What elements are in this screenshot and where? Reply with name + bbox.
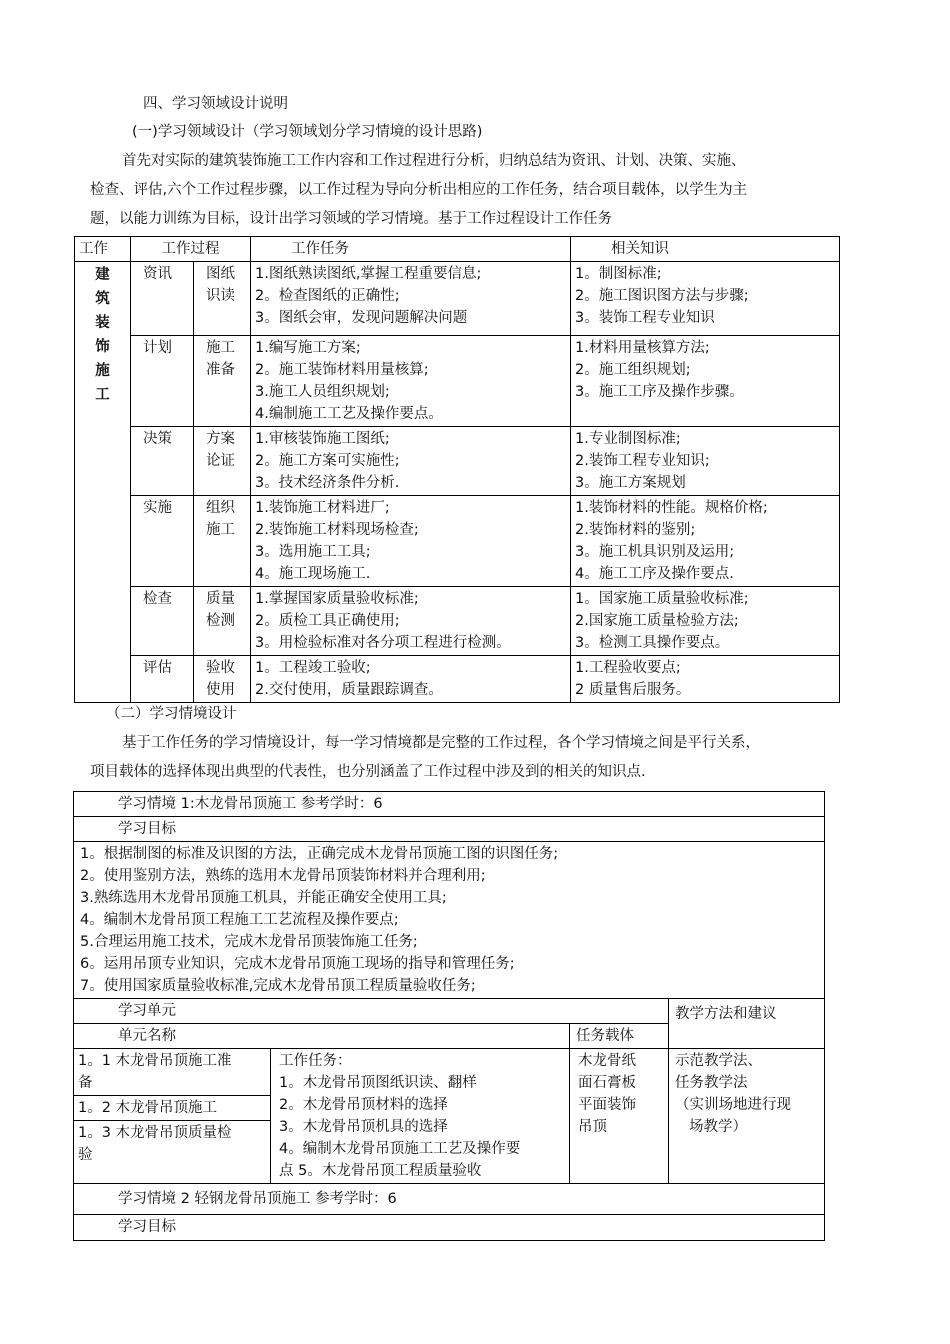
table-header-row bbox=[75, 237, 840, 262]
list-item: 7。使用国家质量验收标准,完成木龙骨吊顶工程质量验收任务; bbox=[80, 978, 476, 994]
step-cell: 计划 bbox=[131, 336, 194, 427]
goal-label-2-row bbox=[74, 1215, 825, 1241]
list-item: 1。2 木龙骨吊顶施工 bbox=[74, 1096, 270, 1121]
header-work: 工作 bbox=[75, 237, 131, 262]
method-cell: 示范教学法、 任务教学法 （实训场地进行现 场教学） bbox=[669, 1049, 825, 1184]
header-knowledge: 相关知识 bbox=[571, 237, 840, 262]
knowledge-cell: 1。制图标准; 2。施工图识图方法与步骤; 3。装饰工程专业知识 bbox=[571, 262, 840, 336]
knowledge-cell: 1.专业制图标准; 2.装饰工程专业知识; 3。施工方案规划 bbox=[571, 427, 840, 496]
paragraph-2-line-2: 项目载体的选择体现出典型的代表性，也分别涵盖了工作过程中涉及到的相关的知识点. bbox=[90, 764, 646, 780]
step-cell: 检查 bbox=[131, 587, 194, 656]
substep-cell: 验收 使用 bbox=[194, 656, 251, 703]
carrier-cell: 木龙骨纸 面石膏板 平面装饰 吊顶 bbox=[570, 1049, 669, 1184]
substep-cell: 图纸 识读 bbox=[194, 262, 251, 336]
list-item: 6。运用吊顶专业知识，完成木龙骨吊顶施工现场的指导和管理任务; bbox=[80, 956, 515, 972]
work-name-cell: 建 筑 装 饰 施 工 bbox=[75, 262, 131, 703]
paragraph-1-line-2: 检查、评估,六个工作过程步骤，以工作过程为导向分析出相应的工作任务，结合项目载体，以学生为主 bbox=[90, 182, 748, 198]
goal-label-row bbox=[74, 817, 825, 842]
task-cell: 1.审核装饰施工图纸; 2。施工方案可实施性; 3。技术经济条件分析. bbox=[251, 427, 571, 496]
substep-cell: 方案 论证 bbox=[194, 427, 251, 496]
list-item: 1。3 木龙骨吊顶质量检 验 bbox=[78, 1125, 232, 1163]
knowledge-cell: 1。国家施工质量验收标准; 2.国家施工质量检验方法; 3。检测工具操作要点。 bbox=[571, 587, 840, 656]
situation-1-title: 学习情境 1:木龙骨吊顶施工 参考学时：6 bbox=[74, 792, 825, 817]
work-task-table bbox=[74, 236, 840, 703]
header-task: 工作任务 bbox=[251, 237, 571, 262]
task-cell: 1.掌握国家质量验收标准; 2。质检工具正确使用; 3。用检验标准对各分项工程进行检测。 bbox=[251, 587, 571, 656]
paragraph-2-line-1: 基于工作任务的学习情境设计，每一学习情境都是完整的工作过程，各个学习情境之间是平行关系， bbox=[122, 735, 760, 751]
task-cell: 1.编写施工方案; 2。施工装饰材料用量核算; 3.施工人员组织规划; 4.编制施工工艺及操作要点。 bbox=[251, 336, 571, 427]
list-item: 4。编制木龙骨吊顶工程施工工艺流程及操作要点; bbox=[80, 912, 399, 928]
list-item: 1。根据制图的标准及识图的方法，正确完成木龙骨吊顶施工图的识图任务; bbox=[80, 846, 559, 862]
learning-situation-table bbox=[73, 791, 825, 1241]
task-cell: 1.装饰施工材料进厂; 2.装饰施工材料现场检查; 3。选用施工工具; 4。施工现场施工. bbox=[251, 496, 571, 587]
table-row bbox=[75, 336, 840, 427]
goals-list bbox=[74, 842, 825, 999]
task-cell: 1。工程竣工验收; 2.交付使用，质量跟踪调查。 bbox=[251, 656, 571, 703]
substep-cell: 组织 施工 bbox=[194, 496, 251, 587]
substep-cell: 施工 准备 bbox=[194, 336, 251, 427]
situation-2-title: 学习情境 2 轻钢龙骨吊顶施工 参考学时：6 bbox=[74, 1184, 825, 1215]
goals-row bbox=[74, 842, 825, 999]
task-cell: 1.图纸熟读图纸,掌握工程重要信息; 2。检查图纸的正确性; 3。图纸会审，发现问题解决问题 bbox=[251, 262, 571, 336]
list-item: 5.合理运用施工技术，完成木龙骨吊顶装饰施工任务; bbox=[80, 934, 418, 950]
method-label: 教学方法和建议 bbox=[669, 999, 825, 1049]
paragraph-1-line-1: 首先对实际的建筑装饰施工工作内容和工作过程进行分析，归纳总结为资讯、计划、决策、实施、 bbox=[122, 153, 746, 169]
paragraph-1-line-3: 题，以能力训练为目标，设计出学习领域的学习情境。基于工作过程设计工作任务 bbox=[90, 211, 612, 227]
unit-label: 学习单元 bbox=[74, 999, 669, 1024]
carrier-label: 任务载体 bbox=[570, 1024, 669, 1049]
table-row bbox=[75, 656, 840, 703]
subsection-title-1: (一)学习领域设计（学习领域划分学习情境的设计思路) bbox=[132, 124, 483, 140]
knowledge-cell: 1.材料用量核算方法; 2。施工组织规划; 3。施工工序及操作步骤。 bbox=[571, 336, 840, 427]
situation-1-row bbox=[74, 792, 825, 817]
list-item: 1。1 木龙骨吊顶施工准 备 bbox=[74, 1049, 270, 1096]
unit-names-cell bbox=[74, 1049, 271, 1184]
header-process: 工作过程 bbox=[131, 237, 251, 262]
knowledge-cell: 1.装饰材料的性能。规格价格; 2.装饰材料的鉴别; 3。施工机具识别及运用; 4。施工工序及操作要点. bbox=[571, 496, 840, 587]
knowledge-cell: 1.工程验收要点; 2 质量售后服务。 bbox=[571, 656, 840, 703]
subsection-title-2: （二）学习情境设计 bbox=[106, 706, 237, 722]
table-row bbox=[75, 496, 840, 587]
goal-label-2: 学习目标 bbox=[74, 1215, 825, 1241]
goal-label: 学习目标 bbox=[74, 817, 825, 842]
table-row bbox=[75, 262, 840, 336]
unit-label-row bbox=[74, 999, 825, 1024]
unit-content-row bbox=[74, 1049, 825, 1184]
step-cell: 评估 bbox=[131, 656, 194, 703]
substep-cell: 质量 检测 bbox=[194, 587, 251, 656]
table-row bbox=[75, 587, 840, 656]
step-cell: 实施 bbox=[131, 496, 194, 587]
step-cell: 决策 bbox=[131, 427, 194, 496]
list-item: 3.熟练选用木龙骨吊顶施工机具，并能正确安全使用工具; bbox=[80, 890, 447, 906]
situation-2-row bbox=[74, 1184, 825, 1215]
table-row bbox=[75, 427, 840, 496]
step-cell: 资讯 bbox=[131, 262, 194, 336]
task-list-cell: 工作任务： 1。木龙骨吊顶图纸识读、翻样 2。木龙骨吊顶材料的选择 3。木龙骨吊顶机具的选择 4。编制木龙骨吊顶施工工艺及操作要 点 5。木龙骨吊顶工程质量验收 bbox=[271, 1049, 570, 1184]
section-heading: 四、学习领域设计说明 bbox=[143, 96, 288, 112]
list-item: 2。使用鉴别方法，熟练的选用木龙骨吊顶装饰材料并合理利用; bbox=[80, 868, 486, 884]
unit-name-label: 单元名称 bbox=[74, 1024, 570, 1049]
